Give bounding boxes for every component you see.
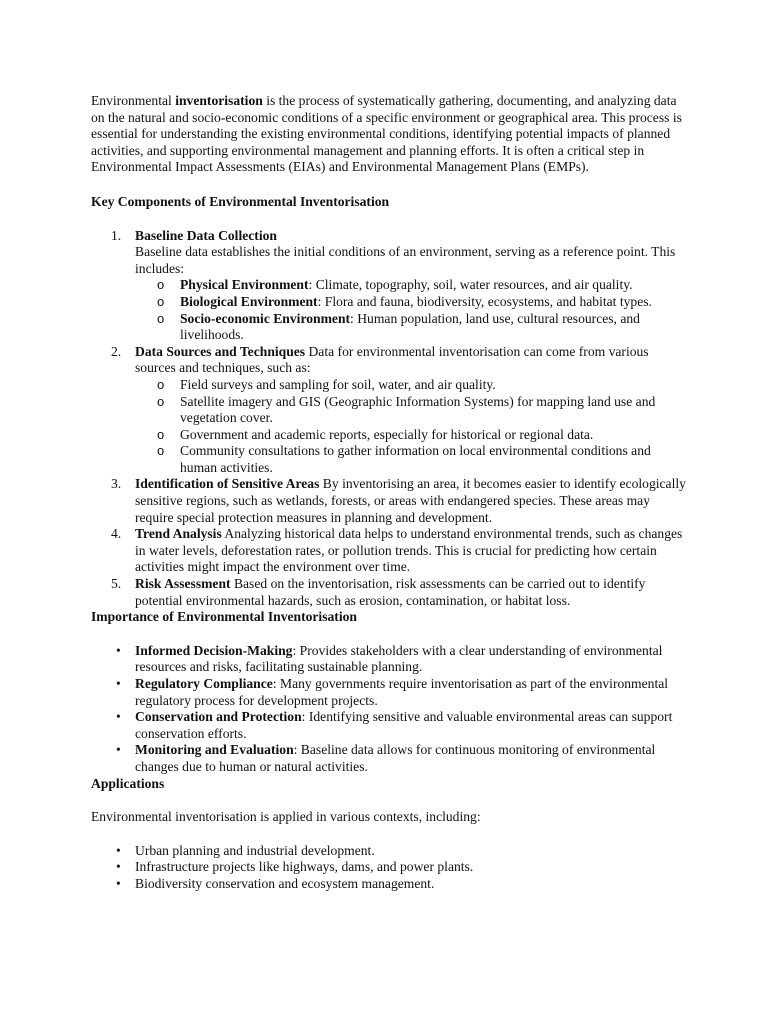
sub-bullet-marker: o	[157, 293, 165, 309]
sub-bullet-marker: o	[157, 443, 165, 459]
list-number: 3.	[111, 476, 122, 492]
item-text: : Many governments require inventorisation as part of the environmental regulatory process for development projects.	[135, 676, 669, 708]
item-text: : Provides stakeholders with a clear understanding of environmental resources and risks, facilitating sustainable planning.	[135, 642, 663, 675]
key-component-item	[91, 526, 691, 576]
list-number: 1.	[111, 227, 122, 243]
sub-list-item	[135, 294, 691, 311]
item-text: : Identifying sensitive and valuable environmental areas can support conservation efforts.	[135, 709, 673, 741]
key-component-item	[91, 476, 691, 526]
sub-item-text: : Climate, topography, soil, water resources, and air quality.	[308, 277, 633, 293]
item-title: Data Sources and Techniques	[135, 343, 306, 359]
sub-list-item	[135, 443, 691, 476]
sub-list	[135, 377, 691, 477]
sub-bullet-marker: o	[157, 277, 165, 293]
applications-heading: Applications	[91, 775, 165, 791]
sub-item-bold: Physical Environment	[180, 277, 309, 293]
sub-list-item	[135, 277, 691, 294]
sub-item-bold: Biological Environment	[180, 293, 318, 309]
sub-item-text: Community consultations to gather information on local environmental conditions and human activities.	[180, 443, 651, 475]
applications-intro: Environmental inventorisation is applied in various contexts, including:	[91, 809, 481, 825]
sub-bullet-marker: o	[157, 426, 165, 442]
item-title: Risk Assessment	[135, 576, 231, 592]
intro-bold-term: inventorisation	[175, 93, 263, 108]
item-bold: Conservation and Protection	[135, 709, 302, 725]
list-number: 5.	[111, 576, 122, 592]
bullet-marker: •	[116, 709, 121, 725]
item-text: Infrastructure projects like highways, dams, and power plants.	[135, 859, 474, 875]
sub-item-text: Field surveys and sampling for soil, water, and air quality.	[180, 376, 496, 392]
importance-item	[91, 643, 691, 676]
bullet-marker: •	[116, 859, 121, 875]
sub-bullet-marker: o	[157, 310, 165, 326]
bullet-marker: •	[116, 842, 121, 858]
list-number: 2.	[111, 343, 122, 359]
bullet-marker: •	[116, 742, 121, 758]
key-components-heading: Key Components of Environmental Inventorisation	[91, 193, 390, 209]
item-text: Baseline data establishes the initial conditions of an environment, serving as a reference point. This includes:	[135, 244, 676, 276]
sub-item-text: : Human population, land use, cultural resources, and livelihoods.	[180, 310, 640, 343]
importance-item	[91, 676, 691, 709]
item-text: Based on the inventorisation, risk assessments can be carried out to identify potential environmental hazards, such as erosion, contamination, or habitat loss.	[135, 576, 646, 608]
applications-list	[91, 843, 691, 893]
bullet-marker: •	[116, 676, 121, 691]
item-text: Biodiversity conservation and ecosystem management.	[135, 875, 435, 891]
sub-list-item	[135, 394, 691, 427]
item-text: Data for environmental inventorisation can come from various sources and techniques, such as:	[135, 343, 649, 376]
sub-item-text: Satellite imagery and GIS (Geographic Information Systems) for mapping land use and vegetation cover.	[180, 393, 656, 426]
item-text: By inventorising an area, it becomes easier to identify ecologically sensitive regions, such as wetlands, forests, or areas with endangered species. These areas may require special protection measures in planning and development.	[135, 476, 686, 525]
intro-text-start: Environmental	[91, 93, 176, 108]
item-title: Trend Analysis	[135, 526, 222, 542]
item-bold: Informed Decision-Making	[135, 642, 293, 658]
importance-list	[91, 643, 691, 776]
sub-item-text: Government and academic reports, especially for historical or regional data.	[180, 426, 594, 442]
importance-item	[91, 709, 691, 742]
importance-heading: Importance of Environmental Inventorisation	[91, 609, 357, 625]
item-title: Identification of Sensitive Areas	[135, 476, 320, 492]
bullet-marker: •	[116, 875, 121, 891]
sub-item-text: : Flora and fauna, biodiversity, ecosystems, and habitat types.	[317, 293, 652, 309]
sub-item-bold: Socio-economic Environment	[180, 310, 351, 326]
key-component-item	[91, 344, 691, 477]
application-item	[91, 859, 691, 876]
item-text: Analyzing historical data helps to understand environmental trends, such as changes in water levels, deforestation rates, or pollution trends. This is crucial for predicting how certain activities might impact the environment over time.	[135, 526, 683, 575]
sub-bullet-marker: o	[157, 393, 165, 409]
application-item	[91, 843, 691, 860]
intro-paragraph	[91, 93, 691, 176]
item-text: Urban planning and industrial development.	[135, 842, 375, 858]
item-bold: Regulatory Compliance	[135, 676, 273, 691]
key-component-item	[91, 576, 691, 609]
importance-item	[91, 742, 691, 775]
document-page	[91, 93, 691, 893]
application-item	[91, 876, 691, 893]
item-title: Baseline Data Collection	[135, 227, 277, 243]
bullet-marker: •	[116, 642, 121, 658]
sub-list-item	[135, 377, 691, 394]
intro-text-end: is the process of systematically gathering, documenting, and analyzing data on the natural and socio-economic conditions of a specific environment or geographical area. This process is essential for understanding the existing environmental conditions, identifying potential impacts of planned activities, and supporting environmental management and planning efforts. It is often a critical step in Environmental Impact Assessments (EIAs) and Environmental Management Plans (EMPs).	[91, 93, 682, 175]
sub-list-item	[135, 427, 691, 444]
item-text: : Baseline data allows for continuous monitoring of environmental changes due to human or natural activities.	[135, 742, 656, 774]
list-number: 4.	[111, 526, 122, 542]
key-components-list	[91, 228, 691, 610]
sub-bullet-marker: o	[157, 376, 165, 392]
key-component-item	[91, 228, 691, 344]
item-bold: Monitoring and Evaluation	[135, 742, 294, 758]
sub-list	[135, 277, 691, 343]
sub-list-item	[135, 311, 691, 344]
